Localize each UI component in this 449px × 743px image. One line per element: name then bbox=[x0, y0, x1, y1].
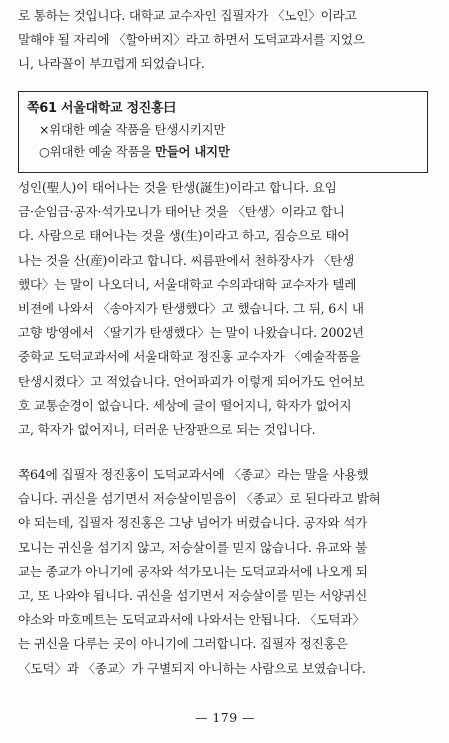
wrong-usage-line: ×위대한 예술 작품을 탄생시키지만 bbox=[39, 122, 226, 137]
paragraph-birth-usage bbox=[18, 176, 432, 442]
correction-box-title: 쪽61 서울대학교 정진홍曰 bbox=[27, 101, 176, 116]
text-line: 중학교 도덕교과서에 서울대학교 정진홍 교수자가 〈예술작품을 bbox=[18, 349, 361, 365]
text-line: 말해야 될 자리에 〈할아버지〉라고 하면서 도덕교과서를 지었으 bbox=[18, 32, 365, 48]
text-line: 〈도덕〉과 〈종교〉가 구별되지 아니하는 사람으로 보였습니다. bbox=[18, 660, 366, 676]
text-line: 성인(聖人)이 태어나는 것을 탄생(誕生)이라고 합니다. 요임 bbox=[18, 180, 337, 195]
text-line: 교는 종교가 아니기에 공자와 석가모니는 도덕교과서에 나오게 되 bbox=[18, 563, 368, 579]
text-line: 는 귀신을 다루는 곳이 아니기에 그러합니다. 집필자 정진홍은 bbox=[18, 636, 348, 652]
text-line: 나는 것을 산(産)이라고 합니다. 씨름판에서 천하장사가 〈탄생 bbox=[18, 252, 355, 268]
text-line: 탄생시켰다〉고 적었습니다. 언어파괴가 이렇게 되어가도 언어보 bbox=[18, 373, 365, 389]
correct-usage-prefix: ○위대한 예술 작품을 bbox=[39, 144, 155, 159]
text-line: 니, 나라꼴이 부끄럽게 되었습니다. bbox=[18, 56, 205, 72]
paragraph-religion-usage bbox=[18, 463, 432, 681]
correct-usage-emphasis: 만들어 내지만 bbox=[154, 144, 230, 159]
text-line: 금·순임금·공자·석가모니가 태어난 것을 〈탄생〉이라고 합니 bbox=[18, 204, 345, 220]
text-line: 쪽64에 집필자 정진홍이 도덕교과서에 〈종교〉라는 말을 사용했 bbox=[18, 467, 369, 482]
text-line: 고, 또 나와야 됩니다. 귀신을 섬기면서 저승살이를 믿는 서양귀신 bbox=[18, 588, 368, 604]
text-line: 고, 학자가 없어지니, 더러운 난장판으로 되는 것입니다. bbox=[18, 422, 316, 438]
text-line: 했다〉는 말이 나오더니, 서울대학교 수의과대학 교수자가 텔레 bbox=[18, 276, 357, 292]
correction-box bbox=[18, 91, 428, 173]
text-line: 로 통하는 것입니다. 대학교 교수자인 집필자가 〈노인〉이라고 bbox=[18, 8, 357, 23]
correct-usage-line bbox=[27, 141, 419, 163]
text-line: 야 되는데, 집필자 정진홍은 그냥 넘어가 버렸습니다. 공자와 석가 bbox=[18, 515, 368, 531]
text-line: 비젼에 나와서 〈송아지가 탄생했다〉고 했습니다. 그 뒤, 6시 내 bbox=[18, 301, 364, 317]
text-line: 다. 사람으로 태어나는 것을 생(生)이라고 하고, 짐승으로 태어 bbox=[18, 228, 350, 244]
book-page bbox=[18, 0, 432, 743]
text-line: 야소와 마호메트는 도덕교과서에 나와서는 안됩니다. 〈도덕과〉 bbox=[18, 612, 365, 628]
text-line: 모니는 귀신을 섬기지 않고, 저승살이를 믿지 않습니다. 유교와 불 bbox=[18, 539, 368, 555]
text-line: 고향 방영에서 〈딸기가 탄생했다〉는 말이 나왔습니다. 2002년 bbox=[18, 325, 364, 341]
page-number: — 179 — bbox=[195, 710, 255, 725]
paragraph-intro bbox=[18, 4, 432, 77]
text-line: 습니다. 귀신을 섬기면서 저승살이믿음이 〈종교〉로 된다라고 밝혀 bbox=[18, 491, 381, 507]
text-line: 호 교통순경이 없습니다. 세상에 글이 떨어지니, 학자가 없어지 bbox=[18, 397, 352, 413]
